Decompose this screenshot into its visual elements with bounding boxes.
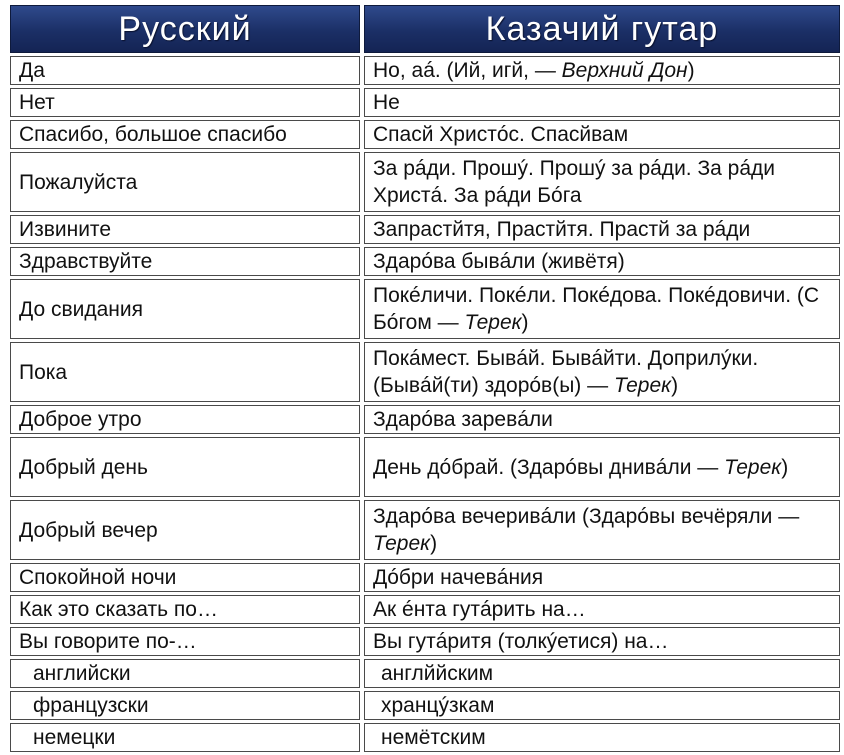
cossack-cell: [364, 342, 840, 402]
cossack-cell: [364, 563, 840, 592]
cossack-cell: [364, 437, 840, 497]
cossack-text: Спасй Христóс. Спасйвам: [373, 123, 629, 146]
table-row: [10, 247, 840, 276]
cossack-region: Терек: [373, 532, 431, 555]
russian-cell: Да: [10, 56, 360, 85]
russian-cell: Доброе утро: [10, 405, 360, 434]
cossack-cell: [364, 120, 840, 149]
russian-cell: Добрый вечер: [10, 500, 360, 560]
cossack-region: Терек: [464, 311, 522, 334]
cossack-cell: [364, 279, 840, 339]
cossack-cell: [364, 405, 840, 434]
header-row: [10, 5, 840, 53]
russian-cell: Нет: [10, 88, 360, 117]
table-row: [10, 215, 840, 244]
cossack-cell: [364, 247, 840, 276]
header-russian: Русский: [10, 5, 360, 53]
cossack-text: Запрастйтя, Прастйтя. Прастй за рáди: [373, 218, 751, 241]
table-row: [10, 152, 840, 212]
cossack-text: немётским: [381, 726, 486, 749]
cossack-text: англййским: [381, 662, 494, 685]
cossack-text: Но, аá. (Ий, игй, —: [373, 59, 562, 82]
cossack-cell: [364, 500, 840, 560]
table-row: [10, 56, 840, 85]
russian-cell: английски: [10, 659, 360, 688]
russian-cell: Здравствуйте: [10, 247, 360, 276]
cossack-region: Терек: [613, 374, 672, 397]
russian-cell: До свидания: [10, 279, 360, 339]
table-row: [10, 659, 840, 688]
russian-cell: Как это сказать по…: [10, 595, 360, 624]
cossack-text: Здарóва вечеривáли (Здарóвы вечёряли —: [373, 505, 800, 528]
russian-cell: Пожалуйста: [10, 152, 360, 212]
cossack-tail: ): [781, 455, 789, 479]
cossack-cell: [364, 215, 840, 244]
table-row: [10, 279, 840, 339]
cossack-text: Покéличи. Покéли. Покéдова. Покéдовичи. (С Бóгом —: [373, 284, 820, 334]
cossack-tail: ): [671, 374, 679, 397]
cossack-cell: [364, 723, 840, 752]
cossack-text: Здарóва заревáли: [373, 408, 553, 431]
russian-cell: Спасибо, большое спасибо: [10, 120, 360, 149]
cossack-text: хранцýзкам: [381, 694, 495, 717]
cossack-region: Верхний Дон: [561, 59, 688, 82]
cossack-tail: ): [687, 59, 695, 82]
cossack-cell: [364, 56, 840, 85]
table-row: [10, 563, 840, 592]
table-row: [10, 342, 840, 402]
cossack-text: За рáди. Прошý. Прошý за рáди. За рáди Христá. За рáди Бóга: [373, 157, 776, 207]
cossack-cell: [364, 595, 840, 624]
cossack-text: Не: [373, 91, 400, 114]
cossack-text: Ак éнта гутáрить на…: [373, 598, 586, 621]
russian-cell: Извините: [10, 215, 360, 244]
table-row: [10, 723, 840, 752]
cossack-text: Покáмест. Бывáй. Бывáйти. Доприлýки. (Бывáй(ти) здорóв(ы) —: [373, 347, 759, 397]
cossack-cell: [364, 152, 840, 212]
cossack-region: Терек: [724, 455, 782, 479]
table-row: [10, 88, 840, 117]
header-cossack: Казачий гутар: [364, 5, 840, 53]
cossack-tail: ): [430, 532, 438, 555]
cossack-text: Здарóва бывáли (живётя): [373, 250, 625, 273]
table-row: [10, 120, 840, 149]
cossack-tail: ): [521, 311, 529, 334]
russian-cell: французски: [10, 691, 360, 720]
cossack-text: Вы гутáритя (толкýетися) на…: [373, 630, 669, 653]
cossack-cell: [364, 627, 840, 656]
cossack-cell: [364, 691, 840, 720]
table-row: [10, 437, 840, 497]
phrasebook-table: [6, 2, 844, 755]
russian-cell: Спокойной ночи: [10, 563, 360, 592]
table-row: [10, 500, 840, 560]
table-row: [10, 595, 840, 624]
russian-cell: немецки: [10, 723, 360, 752]
table-row: [10, 405, 840, 434]
cossack-cell: [364, 659, 840, 688]
russian-cell: Пока: [10, 342, 360, 402]
russian-cell: Добрый день: [10, 437, 360, 497]
cossack-text: Дóбри начевáния: [373, 566, 544, 589]
table-row: [10, 627, 840, 656]
cossack-cell: [364, 88, 840, 117]
cossack-text: День дóбрай. (Здарóвы днивáли —: [373, 455, 725, 479]
table-row: [10, 691, 840, 720]
russian-cell: Вы говорите по-…: [10, 627, 360, 656]
